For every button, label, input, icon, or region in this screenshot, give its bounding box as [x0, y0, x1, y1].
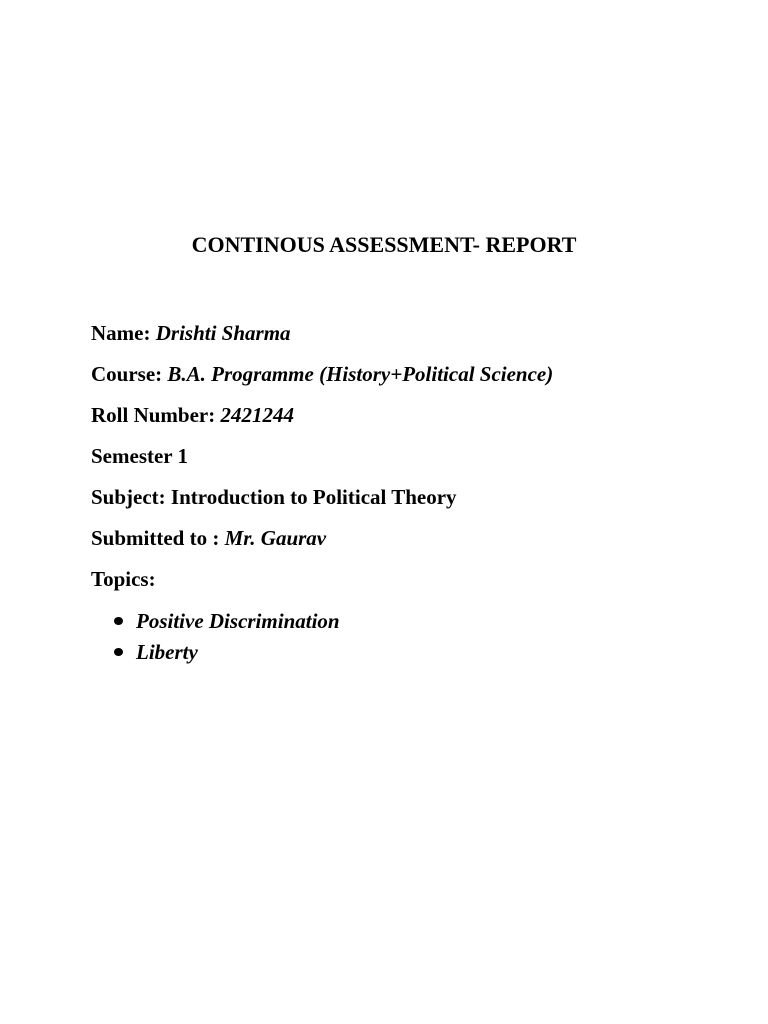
name-label: Name:: [91, 321, 156, 345]
submitted-to-value: Mr. Gaurav: [224, 526, 327, 550]
topics-heading: Topics:: [91, 567, 156, 591]
submitted-to-label: Submitted to :: [91, 526, 225, 550]
course-line: [91, 360, 553, 388]
roll-number-value: 2421244: [220, 403, 294, 427]
name-line: [91, 319, 291, 347]
topic-label: Positive Discrimination: [136, 609, 340, 633]
topics-list: [110, 606, 340, 668]
semester-line: Semester 1: [91, 444, 188, 468]
name-value: Drishti Sharma: [155, 321, 291, 345]
bullet-icon: [114, 648, 123, 656]
course-label: Course:: [91, 362, 168, 386]
report-title: CONTINOUS ASSESSMENT- REPORT: [191, 232, 577, 257]
list-item: [110, 606, 340, 637]
roll-number-label: Roll Number:: [91, 403, 221, 427]
list-item: [110, 637, 340, 668]
course-value: B.A. Programme (History+Political Science): [167, 362, 554, 386]
submitted-to-line: [91, 524, 326, 552]
topic-label: Liberty: [136, 640, 198, 664]
roll-number-line: [91, 401, 294, 429]
subject-line: Subject: Introduction to Political Theory: [91, 485, 457, 509]
bullet-icon: [114, 617, 123, 625]
